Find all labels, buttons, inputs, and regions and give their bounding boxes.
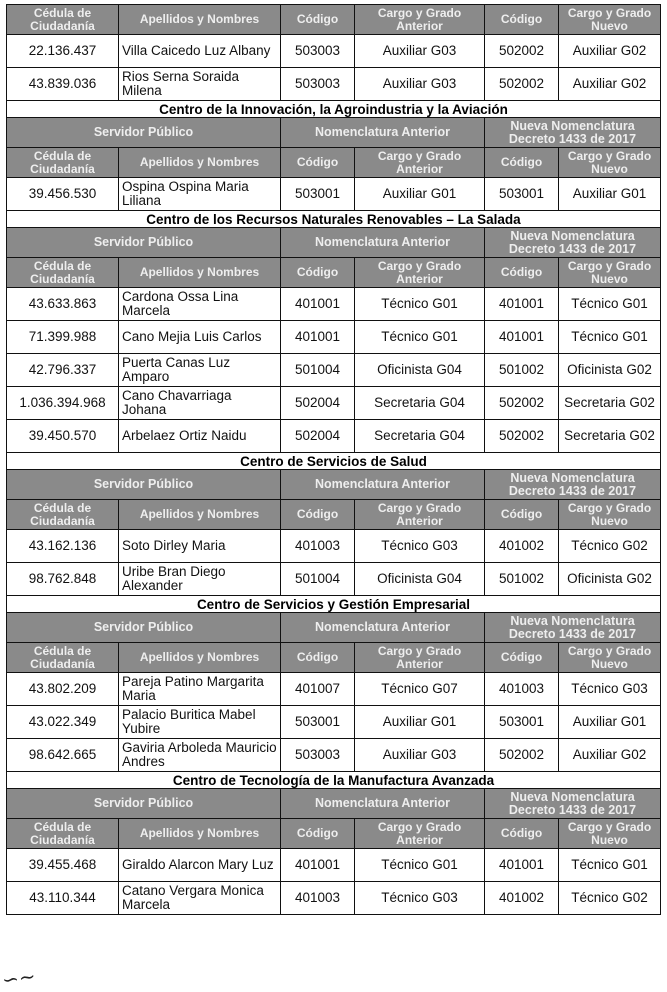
table-row bbox=[7, 420, 661, 453]
table-row bbox=[7, 178, 661, 211]
cell-nombre: Gaviria Arboleda Mauricio Andres bbox=[119, 739, 281, 772]
group-header-row bbox=[7, 118, 661, 148]
column-header-cargo_ant: Cargo y Grado Anterior bbox=[355, 148, 485, 178]
cell-cargo_ant: Auxiliar G03 bbox=[355, 68, 485, 101]
column-header-cedula: Cédula de Ciudadanía bbox=[7, 500, 119, 530]
column-header-nombre: Apellidos y Nombres bbox=[119, 500, 281, 530]
cell-cargo_nuevo: Secretaria G02 bbox=[559, 387, 661, 420]
cell-cedula: 1.036.394.968 bbox=[7, 387, 119, 420]
cell-codigo: 502004 bbox=[281, 420, 355, 453]
cell-nombre: Palacio Buritica Mabel Yubire bbox=[119, 706, 281, 739]
cell-cedula: 43.633.863 bbox=[7, 288, 119, 321]
column-header-codigo: Código bbox=[281, 5, 355, 35]
group-header-row bbox=[7, 789, 661, 819]
group-servidor: Servidor Público bbox=[7, 470, 281, 500]
column-header-row bbox=[7, 5, 661, 35]
cell-codigo2: 502002 bbox=[485, 68, 559, 101]
column-header-codigo: Código bbox=[281, 258, 355, 288]
group-header-row bbox=[7, 470, 661, 500]
cell-cargo_nuevo: Auxiliar G02 bbox=[559, 35, 661, 68]
cell-cargo_ant: Secretaria G04 bbox=[355, 387, 485, 420]
table-row bbox=[7, 354, 661, 387]
handwritten-signature-mark: ∽∼ bbox=[0, 963, 38, 992]
column-header-cargo_ant: Cargo y Grado Anterior bbox=[355, 819, 485, 849]
section-title: Centro de Servicios y Gestión Empresarial bbox=[7, 596, 661, 613]
cell-cargo_ant: Técnico G01 bbox=[355, 849, 485, 882]
cell-codigo: 503003 bbox=[281, 68, 355, 101]
cell-codigo2: 502002 bbox=[485, 35, 559, 68]
cell-cargo_nuevo: Oficinista G02 bbox=[559, 563, 661, 596]
cell-codigo2: 502002 bbox=[485, 739, 559, 772]
column-header-cargo_ant: Cargo y Grado Anterior bbox=[355, 500, 485, 530]
group-nueva: Nueva Nomenclatura Decreto 1433 de 2017 bbox=[485, 789, 661, 819]
cell-cargo_ant: Auxiliar G03 bbox=[355, 35, 485, 68]
column-header-cedula: Cédula de Ciudadanía bbox=[7, 148, 119, 178]
cell-codigo2: 401002 bbox=[485, 530, 559, 563]
cell-cargo_nuevo: Técnico G03 bbox=[559, 673, 661, 706]
group-anterior: Nomenclatura Anterior bbox=[281, 789, 485, 819]
cell-nombre: Cardona Ossa Lina Marcela bbox=[119, 288, 281, 321]
cell-nombre: Soto Dirley Maria bbox=[119, 530, 281, 563]
group-anterior: Nomenclatura Anterior bbox=[281, 613, 485, 643]
group-header-row bbox=[7, 613, 661, 643]
cell-codigo: 501004 bbox=[281, 354, 355, 387]
column-header-codigo: Código bbox=[281, 819, 355, 849]
cell-cedula: 43.162.136 bbox=[7, 530, 119, 563]
table-row bbox=[7, 849, 661, 882]
cell-cedula: 39.455.468 bbox=[7, 849, 119, 882]
cell-codigo: 501004 bbox=[281, 563, 355, 596]
cell-codigo: 401001 bbox=[281, 288, 355, 321]
cell-cargo_ant: Auxiliar G03 bbox=[355, 739, 485, 772]
cell-cargo_nuevo: Técnico G02 bbox=[559, 530, 661, 563]
table-row bbox=[7, 35, 661, 68]
table-row bbox=[7, 706, 661, 739]
cell-cargo_nuevo: Técnico G01 bbox=[559, 321, 661, 354]
cell-cedula: 43.110.344 bbox=[7, 882, 119, 915]
cell-codigo: 401003 bbox=[281, 882, 355, 915]
cell-codigo: 401001 bbox=[281, 321, 355, 354]
cell-nombre: Puerta Canas Luz Amparo bbox=[119, 354, 281, 387]
cell-cargo_nuevo: Técnico G02 bbox=[559, 882, 661, 915]
document-page bbox=[6, 4, 660, 915]
cell-nombre: Arbelaez Ortiz Naidu bbox=[119, 420, 281, 453]
cell-nombre: Cano Chavarriaga Johana bbox=[119, 387, 281, 420]
column-header-row bbox=[7, 643, 661, 673]
column-header-cargo_nuevo: Cargo y Grado Nuevo bbox=[559, 819, 661, 849]
cell-nombre: Pareja Patino Margarita Maria bbox=[119, 673, 281, 706]
column-header-cargo_nuevo: Cargo y Grado Nuevo bbox=[559, 258, 661, 288]
cell-cargo_ant: Técnico G01 bbox=[355, 321, 485, 354]
cell-cargo_ant: Auxiliar G01 bbox=[355, 706, 485, 739]
cell-codigo2: 401001 bbox=[485, 321, 559, 354]
column-header-cargo_nuevo: Cargo y Grado Nuevo bbox=[559, 5, 661, 35]
cell-cedula: 71.399.988 bbox=[7, 321, 119, 354]
cell-cargo_ant: Oficinista G04 bbox=[355, 354, 485, 387]
cell-cargo_ant: Oficinista G04 bbox=[355, 563, 485, 596]
cell-cargo_nuevo: Técnico G01 bbox=[559, 288, 661, 321]
column-header-codigo2: Código bbox=[485, 148, 559, 178]
cell-cargo_nuevo: Oficinista G02 bbox=[559, 354, 661, 387]
cell-nombre: Villa Caicedo Luz Albany bbox=[119, 35, 281, 68]
table-row bbox=[7, 673, 661, 706]
column-header-row bbox=[7, 258, 661, 288]
cell-cargo_nuevo: Auxiliar G01 bbox=[559, 178, 661, 211]
section-title-row bbox=[7, 453, 661, 470]
cell-codigo: 401001 bbox=[281, 849, 355, 882]
personnel-table bbox=[6, 4, 661, 915]
column-header-cedula: Cédula de Ciudadanía bbox=[7, 258, 119, 288]
column-header-row bbox=[7, 500, 661, 530]
column-header-cedula: Cédula de Ciudadanía bbox=[7, 819, 119, 849]
cell-codigo: 503001 bbox=[281, 178, 355, 211]
cell-nombre: Ospina Ospina Maria Liliana bbox=[119, 178, 281, 211]
cell-cargo_ant: Técnico G07 bbox=[355, 673, 485, 706]
cell-codigo2: 502002 bbox=[485, 420, 559, 453]
cell-nombre: Giraldo Alarcon Mary Luz bbox=[119, 849, 281, 882]
cell-codigo2: 501002 bbox=[485, 354, 559, 387]
personnel-table-body bbox=[7, 5, 661, 915]
table-row bbox=[7, 288, 661, 321]
section-title: Centro de Tecnología de la Manufactura Avanzada bbox=[7, 772, 661, 789]
cell-codigo2: 401003 bbox=[485, 673, 559, 706]
cell-codigo: 502004 bbox=[281, 387, 355, 420]
column-header-cedula: Cédula de Ciudadanía bbox=[7, 643, 119, 673]
column-header-codigo2: Código bbox=[485, 643, 559, 673]
cell-nombre: Cano Mejia Luis Carlos bbox=[119, 321, 281, 354]
column-header-nombre: Apellidos y Nombres bbox=[119, 643, 281, 673]
section-title-row bbox=[7, 772, 661, 789]
cell-cedula: 43.839.036 bbox=[7, 68, 119, 101]
cell-cargo_ant: Técnico G01 bbox=[355, 288, 485, 321]
group-servidor: Servidor Público bbox=[7, 613, 281, 643]
column-header-codigo2: Código bbox=[485, 500, 559, 530]
column-header-cargo_ant: Cargo y Grado Anterior bbox=[355, 643, 485, 673]
cell-nombre: Rios Serna Soraida Milena bbox=[119, 68, 281, 101]
cell-cedula: 39.456.530 bbox=[7, 178, 119, 211]
cell-cargo_nuevo: Técnico G01 bbox=[559, 849, 661, 882]
cell-cargo_ant: Técnico G03 bbox=[355, 882, 485, 915]
column-header-nombre: Apellidos y Nombres bbox=[119, 258, 281, 288]
cell-codigo: 503003 bbox=[281, 739, 355, 772]
cell-cedula: 39.450.570 bbox=[7, 420, 119, 453]
column-header-cargo_nuevo: Cargo y Grado Nuevo bbox=[559, 148, 661, 178]
section-title: Centro de Servicios de Salud bbox=[7, 453, 661, 470]
cell-codigo2: 401002 bbox=[485, 882, 559, 915]
cell-codigo2: 502002 bbox=[485, 387, 559, 420]
cell-cargo_nuevo: Auxiliar G02 bbox=[559, 68, 661, 101]
section-title: Centro de los Recursos Naturales Renovables – La Salada bbox=[7, 211, 661, 228]
section-title: Centro de la Innovación, la Agroindustria y la Aviación bbox=[7, 101, 661, 118]
cell-codigo2: 503001 bbox=[485, 178, 559, 211]
cell-codigo2: 401001 bbox=[485, 288, 559, 321]
group-nueva: Nueva Nomenclatura Decreto 1433 de 2017 bbox=[485, 613, 661, 643]
cell-codigo2: 501002 bbox=[485, 563, 559, 596]
cell-cedula: 22.136.437 bbox=[7, 35, 119, 68]
column-header-nombre: Apellidos y Nombres bbox=[119, 148, 281, 178]
column-header-codigo2: Código bbox=[485, 819, 559, 849]
cell-codigo: 401007 bbox=[281, 673, 355, 706]
cell-cedula: 43.022.349 bbox=[7, 706, 119, 739]
cell-cargo_ant: Auxiliar G01 bbox=[355, 178, 485, 211]
group-servidor: Servidor Público bbox=[7, 118, 281, 148]
cell-codigo: 503001 bbox=[281, 706, 355, 739]
cell-cedula: 98.762.848 bbox=[7, 563, 119, 596]
cell-nombre: Uribe Bran Diego Alexander bbox=[119, 563, 281, 596]
column-header-codigo: Código bbox=[281, 148, 355, 178]
column-header-cedula: Cédula de Ciudadanía bbox=[7, 5, 119, 35]
cell-cedula: 42.796.337 bbox=[7, 354, 119, 387]
group-anterior: Nomenclatura Anterior bbox=[281, 118, 485, 148]
table-row bbox=[7, 882, 661, 915]
column-header-codigo2: Código bbox=[485, 258, 559, 288]
section-title-row bbox=[7, 211, 661, 228]
cell-codigo: 503003 bbox=[281, 35, 355, 68]
group-anterior: Nomenclatura Anterior bbox=[281, 470, 485, 500]
cell-nombre: Catano Vergara Monica Marcela bbox=[119, 882, 281, 915]
cell-cedula: 43.802.209 bbox=[7, 673, 119, 706]
column-header-codigo: Código bbox=[281, 643, 355, 673]
group-nueva: Nueva Nomenclatura Decreto 1433 de 2017 bbox=[485, 470, 661, 500]
table-row bbox=[7, 739, 661, 772]
cell-cargo_nuevo: Secretaria G02 bbox=[559, 420, 661, 453]
group-servidor: Servidor Público bbox=[7, 789, 281, 819]
group-servidor: Servidor Público bbox=[7, 228, 281, 258]
group-anterior: Nomenclatura Anterior bbox=[281, 228, 485, 258]
cell-codigo2: 401001 bbox=[485, 849, 559, 882]
group-nueva: Nueva Nomenclatura Decreto 1433 de 2017 bbox=[485, 228, 661, 258]
section-title-row bbox=[7, 596, 661, 613]
cell-cedula: 98.642.665 bbox=[7, 739, 119, 772]
table-row bbox=[7, 530, 661, 563]
cell-codigo: 401003 bbox=[281, 530, 355, 563]
table-row bbox=[7, 68, 661, 101]
column-header-row bbox=[7, 819, 661, 849]
column-header-cargo_nuevo: Cargo y Grado Nuevo bbox=[559, 643, 661, 673]
cell-cargo_nuevo: Auxiliar G02 bbox=[559, 739, 661, 772]
cell-cargo_ant: Secretaria G04 bbox=[355, 420, 485, 453]
table-row bbox=[7, 321, 661, 354]
column-header-cargo_ant: Cargo y Grado Anterior bbox=[355, 5, 485, 35]
cell-cargo_nuevo: Auxiliar G01 bbox=[559, 706, 661, 739]
table-row bbox=[7, 387, 661, 420]
column-header-codigo2: Código bbox=[485, 5, 559, 35]
section-title-row bbox=[7, 101, 661, 118]
column-header-nombre: Apellidos y Nombres bbox=[119, 5, 281, 35]
column-header-nombre: Apellidos y Nombres bbox=[119, 819, 281, 849]
column-header-cargo_nuevo: Cargo y Grado Nuevo bbox=[559, 500, 661, 530]
cell-codigo2: 503001 bbox=[485, 706, 559, 739]
group-header-row bbox=[7, 228, 661, 258]
column-header-codigo: Código bbox=[281, 500, 355, 530]
group-nueva: Nueva Nomenclatura Decreto 1433 de 2017 bbox=[485, 118, 661, 148]
column-header-row bbox=[7, 148, 661, 178]
cell-cargo_ant: Técnico G03 bbox=[355, 530, 485, 563]
table-row bbox=[7, 563, 661, 596]
column-header-cargo_ant: Cargo y Grado Anterior bbox=[355, 258, 485, 288]
